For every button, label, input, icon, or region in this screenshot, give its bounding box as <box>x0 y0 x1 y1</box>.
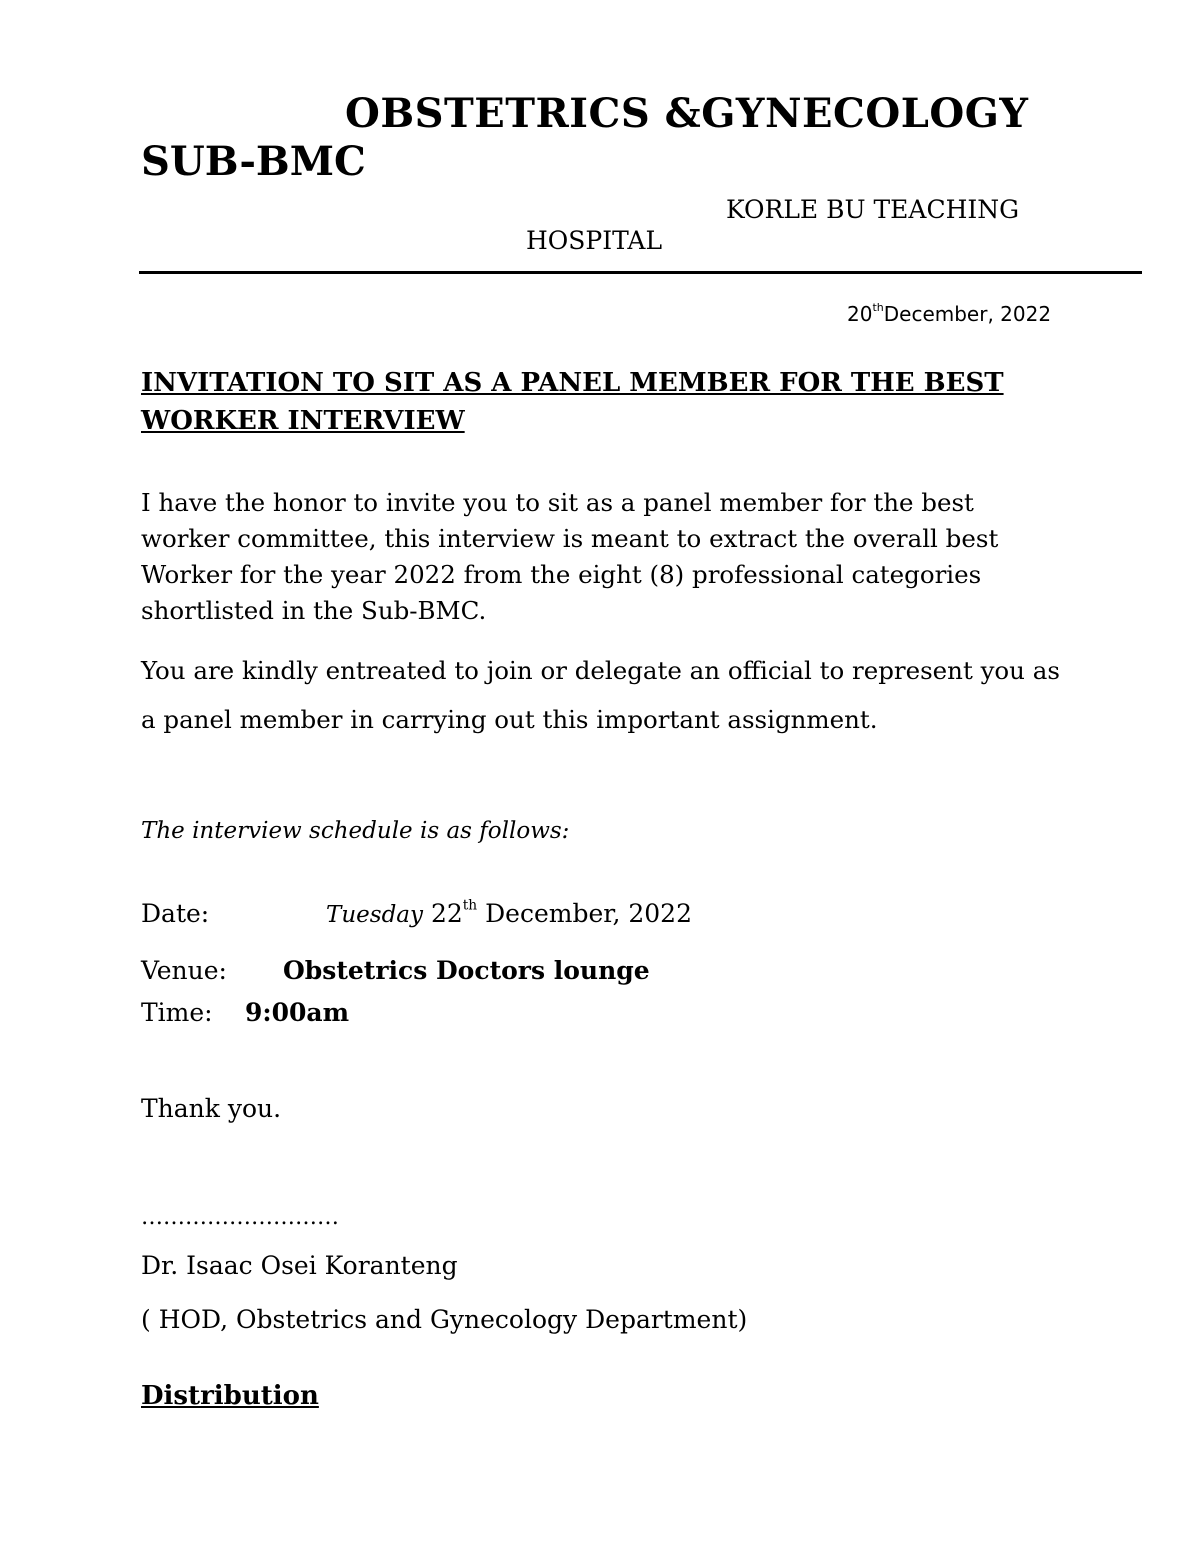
signature-line: ……………………… <box>141 1205 339 1230</box>
body-paragraph-2: You are kindly entreated to join or delegate an official to represent you as a panel member in carrying out this important assignment. <box>141 656 1060 734</box>
distribution-heading: Distribution <box>141 1381 319 1411</box>
letter-date-day: 20 <box>847 302 873 326</box>
schedule-intro: The interview schedule is as follows: <box>141 818 570 844</box>
hospital-name-line1: KORLE BU TEACHING <box>726 195 1020 224</box>
schedule-date-rest: December, 2022 <box>485 899 692 928</box>
letter-subject: INVITATION TO SIT AS A PANEL MEMBER FOR THE BEST WORKER INTERVIEW <box>141 368 1004 436</box>
schedule-venue-label: Venue: <box>141 956 227 985</box>
schedule-day-suffix: th <box>462 897 478 914</box>
signatory-name: Dr. Isaac Osei Koranteng <box>141 1251 458 1280</box>
schedule-date-label: Date: <box>141 899 210 928</box>
schedule-time-label: Time: <box>141 998 213 1027</box>
letter-date-suffix: th <box>872 301 884 315</box>
letter-date-rest: December, 2022 <box>883 302 1052 326</box>
signatory-title: ( HOD, Obstetrics and Gynecology Department) <box>141 1305 748 1334</box>
schedule-weekday: Tuesday <box>326 902 423 928</box>
closing-thanks: Thank you. <box>141 1094 282 1123</box>
schedule-date-value <box>326 899 692 928</box>
body-paragraph-1: I have the honor to invite you to sit as a panel member for the best worker committee, this interview is meant to extract the overall best Worker for the year 2022 from the eight (8) professional categories shortlisted in the Sub-BMC. <box>141 488 999 625</box>
schedule-venue-value: Obstetrics Doctors lounge <box>283 956 650 985</box>
header-divider <box>139 271 1142 274</box>
department-subtitle: SUB-BMC <box>141 138 366 185</box>
department-title: OBSTETRICS &GYNECOLOGY <box>345 90 1029 137</box>
schedule-time-value: 9:00am <box>245 998 350 1027</box>
letter-date <box>847 302 1051 326</box>
schedule-day: 22 <box>430 899 463 928</box>
hospital-name-line2: HOSPITAL <box>526 226 663 255</box>
